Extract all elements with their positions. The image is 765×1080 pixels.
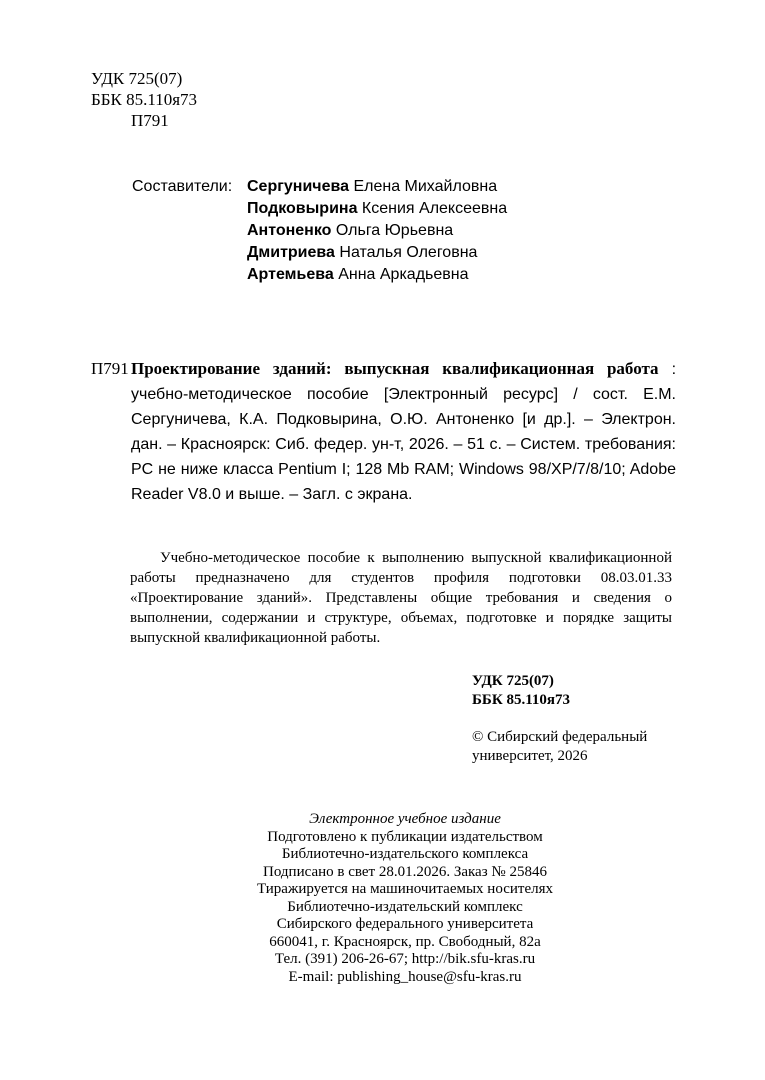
index-repeat <box>472 672 570 710</box>
edition-type: Электронное учебное издание <box>309 811 501 827</box>
colophon-line: Библиотечно-издательского комплекса <box>281 846 529 862</box>
copyright-line: © Сибирский федеральный <box>472 729 648 745</box>
colophon-line: Тел. (391) 206-26-67; http://bik.sfu-kras.ru <box>274 951 536 967</box>
compiler-name: Елена Михайловна <box>353 178 498 195</box>
udk-repeat: УДК 725(07) <box>472 673 554 689</box>
classification-block <box>91 68 197 131</box>
compiler-row <box>132 176 507 198</box>
compiler-name: Ольга Юрьевна <box>335 222 454 239</box>
colophon-block <box>190 811 620 986</box>
compiler-name: Анна Аркадьевна <box>338 266 469 283</box>
compiler-surname: Дмитриева <box>247 244 335 261</box>
bbk-repeat: ББК 85.110я73 <box>472 692 570 708</box>
colophon-line: Сибирского федерального университета <box>276 916 534 932</box>
bibliographic-record <box>91 357 676 507</box>
colophon-line: E-mail: publishing_house@sfu-kras.ru <box>288 968 522 985</box>
compiler-name: Ксения Алексеевна <box>361 200 508 217</box>
compiler-row <box>132 198 507 220</box>
compiler-surname: Артемьева <box>247 266 334 283</box>
compiler-row <box>132 264 507 286</box>
compiler-surname: Подковырина <box>247 200 358 217</box>
colophon-line: Подписано в свет 28.01.2026. Заказ № 25846 <box>263 863 547 880</box>
compiler-name: Наталья Олеговна <box>339 244 478 261</box>
copyright-line: университет, 2026 <box>472 748 588 764</box>
compiler-surname: Антоненко <box>247 222 332 239</box>
colophon-line: 660041, г. Красноярск, пр. Свободный, 82а <box>269 933 541 950</box>
compiler-row <box>132 220 507 242</box>
record-code: П791 <box>91 359 129 378</box>
bbk-code: ББК 85.110я73 <box>91 90 198 109</box>
record-text <box>131 357 676 507</box>
compilers-block <box>132 176 507 286</box>
colophon-line: Подготовлено к публикации издательством <box>267 828 543 845</box>
author-sign: П791 <box>131 111 169 130</box>
record-title: Проектирование зданий: выпускная квалификационная работа <box>131 359 659 378</box>
abstract-paragraph: Учебно-методическое пособие к выполнению выпускной квалификационной работы предназначено для студентов профиля подготовки 08.03.01.33 «Проектирование зданий». Представлены общие требования и сведения о выполнении, содержании и структуре, объемах, подготовке и порядке защиты выпускной квалификационной работы. <box>130 550 672 646</box>
copyright-notice <box>472 728 647 766</box>
compilers-label: Составители: <box>132 178 233 195</box>
udk-code: УДК 725(07) <box>91 69 183 88</box>
compiler-surname: Сергуничева <box>247 178 349 195</box>
compiler-row <box>132 242 507 264</box>
record-description: : учебно-методическое пособие [Электронный ресурс] / сост. Е.М. Сергуничева, К.А. Подковырина, О.Ю. Антоненко [и др.]. – Электрон. дан. – Красноярск: Сиб. федер. ун-т, 2026. – 51 с. – Систем. требования: PC не ниже класса Pentium I; 128 Mb RAM; Windows 98/XP/7/8/10; Adobe Reader V8.0 и выше. – Загл. с экрана. <box>131 361 677 503</box>
colophon-line: Библиотечно-издательский комплекс <box>287 898 523 915</box>
colophon-line: Тиражируется на машиночитаемых носителях <box>256 881 553 897</box>
